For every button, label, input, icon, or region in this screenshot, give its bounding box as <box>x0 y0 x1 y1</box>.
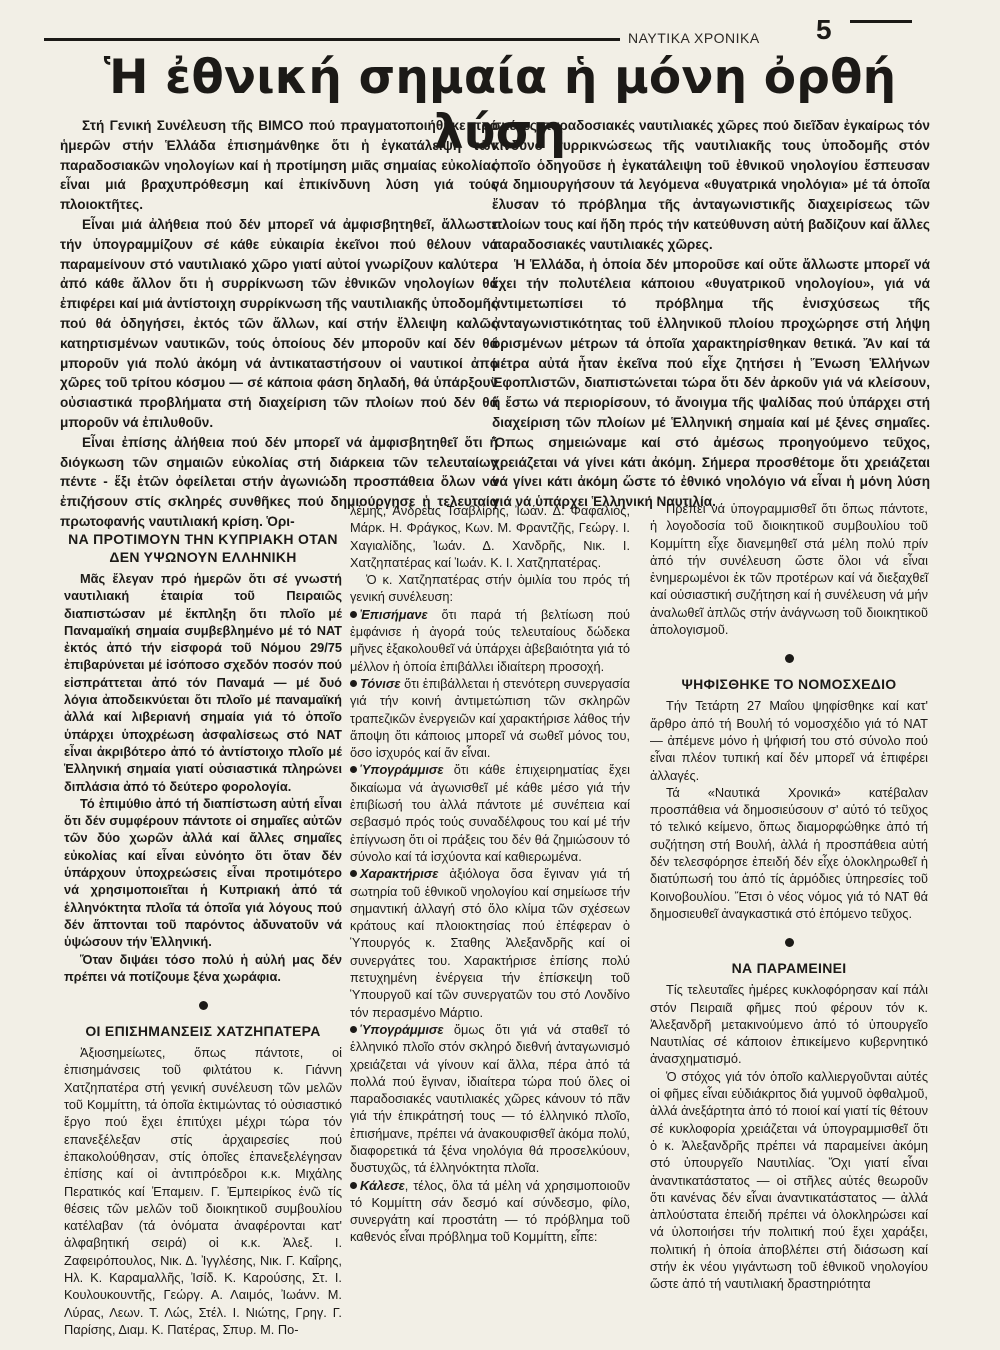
column-paragraph: Ὅταν διψάει τόσο πολύ ἡ αὐλή μας δέν πρέπει νά ποτίζουμε ξένα χωράφια. <box>64 951 342 984</box>
section-separator-dot <box>785 938 794 947</box>
column-paragraph: Τό ἐπιμύθιο ἀπό τή διαπίστωση αὐτή εἶναι ὅτι δέν συμφέρουν πάντοτε οἱ σημαῖες αὐτῶν τῶν δύο χωρῶν ἀλλά καί ἄλλες σημαῖες εὐκολίας καί εἶναι εὐνόητο ὅτι ὅταν δέν ὑπάρχουν ὑποχρεώσεις εἶναι προτιμότερο νά χρησιμοποιεῖται ἡ Κυπριακή ἀπό τά ἑλληνόκτητα πλοῖα τά ὁποῖα γιά λόγους πού δέν ἅπτονται τοῦ παρόντος ἀδυνατοῦν νά ὑψώσουν τήν Ἑλληνική. <box>64 795 342 950</box>
column-paragraph: Τήν Τετάρτη 27 Μαΐου ψηφίσθηκε καί κατ' ἄρθρο ἀπό τή Βουλή τό νομοσχέδιο γιά τό ΝΑΤ — ἀπέμενε μόνο ἡ ψήφισή του στό σύνολο πού εἶναι πλέον τυπική καί δέν μπορεῖ νά ἐπιφέρει ἀλλαγές. <box>650 698 928 783</box>
bullet-dot <box>350 680 357 687</box>
bullet-item <box>350 865 630 1021</box>
section-heading-cyprus-flag: ΝΑ ΠΡΟΤΙΜΟΥΝ ΤΗΝ ΚΥΠΡΙΑΚΗ ΟΤΑΝ ΔΕΝ ΥΨΩΝΟΥΝ ΕΛΛΗΝΙΚΗ <box>68 531 338 565</box>
section-heading-to-remain: ΝΑ ΠΑΡΑΜΕΙΝΕΙ <box>731 960 847 977</box>
bullet-label: Ὑπογράμμισε <box>360 1021 444 1037</box>
lead-column-right <box>492 116 930 512</box>
bullet-dot <box>350 870 357 877</box>
masthead-publication: ΝΑΥΤΙΚΑ ΧΡΟΝΙΚΑ <box>628 30 760 46</box>
column-paragraph: λέμης, Ἀνδρέας Τσαβλίρης, Ἰωάν. Δ. Φαφαλιός, Μάρκ. Η. Φράγκος, Κων. Μ. Φραντζῆς, Γεώργ. Ι. Χαγιαλίδης, Ἰωάν. Δ. Χανδρῆς, Νικ. Ι. Χατζηπατέρας καί Ἰωάν. Κ. Ι. Χατζηπατέρας. <box>350 503 630 570</box>
bullet-item <box>350 1177 630 1246</box>
masthead-rule-left <box>44 38 620 41</box>
lead-column-left <box>60 116 498 532</box>
bullet-item <box>350 606 630 675</box>
bullet-item <box>350 675 630 761</box>
column-paragraph: Ὁ στόχος γιά τόν ὁποῖο καλλιεργοῦνται αὐτές οἱ φῆμες εἶναι εὐδιάκριτος διά γυμνοῦ ὀφθαλμοῦ, ἀλλά ἀνεξάρτητα ἀπό τό ποιοί καί γιατί τίς θέτουν σέ κυκλοφορία χρειάζεται νά ὑπογραμμισθεῖ ὅτι ὁ κ. Ἀλεξανδρῆς πρέπει νά παραμείνει ἀκόμη στό ὑπουργεῖο Ναυτιλίας. Ὄχι γιατί εἶναι ἀναντικατάστατος — οἱ στῆλες αὐτές θεωροῦν ὅτι κανένας δέν εἶναι ἀναντικατάστατος — ἀλλά ἁπλούστατα ἐπειδή πρέπει νά ὁλοκληρώσει καί νά ὑλοποιήσει τήν πολιτική πού ἔχει χαράξει, πολιτική ἡ ὁποία ἀποβλέπει στή διάσωση καί στήν ἐκ νέου γιγάντωση τοῦ ἐθνικοῦ νηολογίου ὥστε ἀπό τή ναυτιλιακή δραστηριότητα <box>650 1068 928 1292</box>
column-paragraph: Τά «Ναυτικά Χρονικά» κατέβαλαν προσπάθεια νά δημοσιεύσουν σ' αὐτό τό τεῦχος τό τελικό κείμενο, ὅπως διαμορφώθηκε ἀπό τή συζήτηση στή Βουλή, ἀλλά ἡ προσπάθεια αὐτή δέν τελεσφόρησε ἐπειδή δέν εἶχε ὁλοκληρωθεῖ ἡ διατύπωσή του ἀπό τίς ἁρμόδιες ὑπηρεσίες τοῦ Κοινοβουλίου. Ἔτσι ὁ νέος νόμος γιά τό ΝΑΤ θά δημοσιευθεῖ ἀναγκαστικά στό ἑπόμενο τεῦχος. <box>650 784 928 921</box>
bullet-item <box>350 1021 630 1177</box>
lead-left-paragraph: Εἶναι μιά ἀλήθεια πού δέν μπορεῖ νά ἀμφισβητηθεῖ, ἄλλωστε τήν ὑπογραμμίζουν σέ κάθε εὐκαιρία ἐκεῖνοι πού θέλουν νά παραμείνουν στό ναυτιλιακό χῶρο γιατί αὐτοί γνωρίζουν καλύτερα ἀπό κάθε ἄλλον ὅτι ἡ συρρίκνωση τῶν ἐθνικῶν νηολογίων θά ἐπιφέρει καί μιά ἀντίστοιχη συρρίκνωση τῆς ναυτιλιακῆς ὑποδομῆς πού θά ὁδηγήσει, ἐκτός τῶν ἄλλων, καί στήν ἔλλειψη καλῶς κατηρτισμένων ναυτικῶν, τούς ὁποίους δέν μποροῦν καί δέν θά μποροῦν γιά πολύ ἀκόμη νά ἀντικαταστήσουν οἱ ναυτικοί ἀπό χῶρες τοῦ τρίτου κόσμου — σέ κάποια φάση δηλαδή, θά ὑπάρξουν οὐσιαστικά προβλήματα στή διαχείριση τῶν πλοίων πού δέν θά μποροῦν νά ἐπιλυθοῦν. <box>60 216 498 430</box>
bullet-dot <box>350 766 357 773</box>
bullet-text: , τέλος, ὅλα τά μέλη νά χρησιμοποιοῦν τό Κομμίττη σάν δεσμό καί σύνδεσμο, φίλο, συνεργάτη καί προστάτη — τό πρόβλημα τοῦ καθενός εἶναι πρόβλημα τοῦ Κομμίττη, εἶπε: <box>350 1177 630 1245</box>
bullet-text: ἀξιόλογα ὅσα ἔγιναν γιά τή σωτηρία τοῦ ἐθνικοῦ νηολογίου καί σημείωσε τήν σημαντική ἀλλαγή στό ὅλο κλίμα τῶν σχέσεων κράτους καί πλοιοκτησίας πού ἐπέφεραν ὁ Ὑπουργός κ. Σταθης Ἀλεξανδρῆς καί οἱ συνεργάτες του. Χαρακτήρισε ἐπίσης πολύ πετυχημένη ἐνέργεια τήν ἐπίσκεψη τοῦ Ὑπουργοῦ καί τῶν συνεργατῶν του στό Λονδίνο τόν περασμένο Μάρτιο. <box>350 866 630 1020</box>
bullet-text: ὅτι ἐπιβάλλεται ἡ στενότερη συνεργασία γιά τήν κοινή ἀντιμετώπιση τῶν σκληρῶν τραπεζικῶν ἐνεργειῶν καί χαρακτήρισε λάθος τήν ἄποψη ὅτι κάποιος μπορεῖ νά σωθεῖ μόνος του, ὅσο ἰσχυρός καί ἄν εἶναι. <box>350 675 630 761</box>
section-heading-hatzipateras: ΟΙ ΕΠΙΣΗΜΑΝΣΕΙΣ ΧΑΤΖΗΠΑΤΕΡΑ <box>85 1023 321 1040</box>
column-paragraph: Ἀξιοσημείωτες, ὅπως πάντοτε, οἱ ἐπισημάνσεις τοῦ φιλτάτου κ. Γιάννη Χατζηπατέρα στή γενική συνέλευση τῶν μελῶν τοῦ Κομμίττη, τά ὁποῖα ἐκτιμώντας τό οὐσιαστικό ἔργο πού ἔχει ἐπιτύχει μέχρι τώρα τόν επανεξέλεξαν στίς ἀρχαιρεσίες πού ἐπακολούθησαν, στίς ὁποῖες ἐπανεξελέγησαν ἐπίσης καί οἱ ἀντιπρόεδροι κ.κ. Μιχάλης Περατικός καί Ἐπαμειν. Γ. Ἐμπειρίκος ἐνῶ τίς θέσεις τῶν μελῶν τοῦ διοικητικοῦ συμβουλίου κατέλαβαν (τά ὀνόματα ἀναφέρονται κατ' ἀλφαβητική σειρά) οἱ κ.κ. Ἀλεξ. Ι. Ζαφειρόπουλος, Νικ. Δ. Ἰγγλέσης, Νικ. Γ. Καΐρης, Ηλ. Κ. Καραμαλλῆς, Ἰσίδ. Κ. Καρούσης, Στ. Ι. Κουλουκουντῆς, Γεώργ. Α. Λαιμός, Ἰωάνν. Μ. Λύρας, Λεων. Τ. Λώς, Στέλ. Ι. Νιώτης, Γρηγ. Γ. Παρίσης, Διαμ. Κ. Πατέρας, Σπυρ. Μ. Πο- <box>64 1045 342 1337</box>
bullet-dot <box>350 1182 357 1189</box>
column-paragraph: Πρέπει νά ὑπογραμμισθεῖ ὅτι ὅπως πάντοτε, ἡ λογοδοσία τοῦ διοικητικοῦ συμβουλίου τοῦ Κομμίττη εἶχε διανεμηθεῖ στά μέλη πολύ πρίν ἀπό τήν συνέλευση ὥστε ὅλοι νά εἶναι ἐνημερωμένοι ἐκ τῶν προτέρων καί νά διεξαχθεῖ καί οὐσιαστική συζήτηση καί ἡ συνέλευση νά μήν ἀναλωθεῖ ἁπλῶς στήν ἀνάγνωση τοῦ διοικητικοῦ ἀπολογισμοῦ. <box>650 501 928 638</box>
bullet-label: Ὑπογράμμισε <box>360 762 444 778</box>
masthead-rule-right <box>850 20 912 23</box>
bullet-label: Τόνισε <box>360 675 401 691</box>
bullet-text: ὅμως ὅτι γιά νά σταθεῖ τό ἑλληνικό πλοῖο στόν σκληρό διεθνή ἀνταγωνισμό χρειάζεται νά γίνουν καί ἄλλα, πέρα ἀπό τά πολλά πού ἔγιναν, ἰδιαίτερα τώρα πού ὅλες οἱ παραδοσιακές ναυτιλιακές χῶρες κάνουν τό πᾶν γιά τήν ἐπικράτησή τους — τό ἑλληνικό πλοῖο, ἐπισήμανε, πρέπει νά ἀνακουφισθεῖ ἀκόμα πολύ, διαφορετικά τά ξένα νηολόγια θά προσελκύουν, δυστυχῶς, τά ἑλληνόκτητα πλοῖα. <box>350 1021 630 1176</box>
bullet-text: ὅτι κάθε ἐπιχειρηματίας ἔχει δικαίωμα νά ἀγωνισθεῖ μέ κάθε μέσο γιά τήν ἐπιβίωσή του ἀλλά πάντοτε μέ συνέπεια καί σεβασμό πρός τούς συναδέλφους του καί μέ τήν ἐπίγνωση ὅτι οἱ πράξεις του δέν θά ζημιώσουν τό σύνολο καί τά ἰσχύοντα καί καθιερωμένα. <box>350 762 630 864</box>
bullet-label: Χαρακτήρισε <box>360 866 439 882</box>
column-paragraph: Τίς τελευταῖες ἡμέρες κυκλοφόρησαν καί πάλι στόν Πειραιᾶ φῆμες πού φέρουν τόν κ. Ἀλεξανδρῆ μετακινούμενο ἀπό τό ὑπουργεῖο Ναυτιλίας σέ κάποιον ἐπικείμενο κυβερνητικό ἀνασχηματισμό. <box>650 982 928 1067</box>
column-paragraph: Ὁ κ. Χατζηπατέρας στήν ὁμιλία του πρός τή γενική συνέλευση: <box>350 572 630 605</box>
article-column-2 <box>350 502 630 1246</box>
lead-right-paragraph: Ἡ Ἑλλάδα, ἡ ὁποία δέν μποροῦσε καί οὔτε ἄλλωστε μπορεῖ νά ἔχει τήν πολυτέλεια κάποιου «θυγατρικοῦ νηολογίου», γιά νά ἀντιμετωπίσει τό πρόβλημα τῆς ἐνισχύσεως τῆς ἀνταγωνιστικότητας τοῦ ἑλληνικοῦ πλοίου προχώρησε στή λήψη ὁρισμένων μέτρων τά ὁποῖα χαρακτηρίσθηκαν θετικά. Ἄν καί τά μέτρα αὐτά ἦταν ἐκεῖνα πού εἶχε ζητήσει ἡ Ἕνωση Ἑλλήνων Ἐφοπλιστῶν, διαπιστώνεται τώρα ὅτι δέν ἀρκοῦν γιά νά κλείσουν, ἤ ἔστω νά περιορίσουν, τό ἄνοιγμα τῆς ψαλίδας πού ὑπάρχει στή διαχείριση τῶν πλοίων μέ Ἑλληνική σημαία καί μέ ξένες σημαῖες. Ὅπως σημειώναμε καί στό ἀμέσως προηγούμενο τεῦχος, χρειάζεται νά γίνει κάτι ἀκόμη. Σήμερα προσθέτομε ὅτι χρειάζεται νά γίνει κάτι ἀκόμη ὥστε τό ἐθνικό νηολόγιο νά εἶναι ἡ μόνη λύση γιά νά ὑπάρχει Ἑλληνική Ναυτιλία. <box>492 256 930 510</box>
headline: Ἡ ἐθνική σημαία ἡ μόνη ὀρθή λύση <box>103 50 897 160</box>
lead-right-paragraph: σμένες παραδοσιακές ναυτιλιακές χῶρες πού διεῖδαν ἐγκαίρως τόν κίνδυνο συρρικνώσεως τῆς ναυτιλιακῆς τους ὑποδομῆς στόν ὁποῖο ὁδηγοῦσε ἡ ἐγκατάλειψη τοῦ ἐθνικοῦ νηολογίου ἔσπευσαν νά δημιουργήσουν τά λεγόμενα «θυγατρικά νηολόγια» μέ τά ὁποῖα ἔλυσαν τό πρόβλημα τῆς ἀνταγωνιστικῆς διαχειρίσεως τῶν πλοίων τους καί ἤδη πρός τήν κατεύθυνση αὐτή βαδίζουν καί ἄλλες παραδοσιακές ναυτιλιακές χῶρες. <box>492 118 930 252</box>
section-heading-bill-passed: ΨΗΦΙΣΘΗΚΕ ΤΟ ΝΟΜΟΣΧΕΔΙΟ <box>681 676 897 693</box>
article-column-3 <box>650 500 928 1293</box>
bullet-dot <box>350 611 357 618</box>
lead-left-paragraph: Στή Γενική Συνέλευση τῆς BIMCO πού πραγματοποιήθηκε πρό ἡμερῶν στήν Ἑλλάδα ἐπισημάνθηκε ὅτι ἡ ἐγκατάλειψη τῶν παραδοσιακῶν νηολογίων καί ἡ προτίμηση μιᾶς σημαίας εὐκολίας εἶναι μιά βραχυπρόθεσμη καί ἐπικίνδυνη λύση γιά τούς πλοιοκτῆτες. <box>60 118 498 213</box>
section-separator-dot <box>785 654 794 663</box>
bullet-text: ὅτι παρά τή βελτίωση πού ἐμφάνισε ἡ ἀγορά τούς τελευταίους δώδεκα μῆνες ἐξακολουθεῖ νά ὑπάρχει ἀβεβαιότητα γιά τό μέλλον ἡ ὁποία ἐπιβάλλει ἰδιαίτερη προσοχή. <box>350 606 630 674</box>
page-number: 5 <box>816 14 832 45</box>
bullet-label: Κάλεσε <box>360 1177 405 1193</box>
bullet-label: Ἐπισήμανε <box>360 606 428 622</box>
lead-left-paragraph: Εἶναι ἐπίσης ἀλήθεια πού δέν μπορεῖ νά ἀμφισβητηθεῖ ὅτι ἡ διόγκωση τῶν σημαιῶν εὐκολίας στή διάρκεια τῶν τελευταίων πέντε - ἕξι ἐτῶν ὀφείλεται στήν ἀγωνιώδη προσπάθεια ὅλων νά ἐπιζήσουν στίς σκληρές συνθῆκες πού δημιούργησε ἡ τελευταία πρωτοφανής ναυτιλιακή κρίση. Ὁρι- <box>60 434 498 529</box>
article-column-1 <box>64 524 342 1338</box>
column-paragraph: Μᾶς ἔλεγαν πρό ἡμερῶν ὅτι σέ γνωστή ναυτιλιακή ἑταιρία τοῦ Πειραιῶς διαπιστώσαν μέ ἔκπληξη ὅτι πλοῖο μέ Παναμαϊκή σημαία συμβεβλημένο μέ τό ΝΑΤ ἐκτός ἀπό τήν εἰσφορά τοῦ Νόμου 29/75 ἐπιβαρύνεται μέ ἰσόποσο σχεδόν ποσόν πού εἰσπράττεται ἀπό τόν Παναμά — μέ δυό λόγια ἀποδεικνύεται ὅτι πλοῖο μέ παναμαϊκή ἀλλά καί λιβεριανή σημαία γιά τό ὁποῖο ὑπάρχει ὑποχρέωση ἀσφαλίσεως στό ΝΑΤ εἶναι ἀκριβότερο ἀπό τό ἀντίστοιχο πλοῖο μέ Ἑλληνική σημαία γιατί οὐσιαστικά πληρώνει διπλάσια ἀπό τό δεύτερο φορολογία. <box>64 571 342 794</box>
bullet-item <box>350 761 630 865</box>
section-separator-dot <box>199 1001 208 1010</box>
bullet-dot <box>350 1026 357 1033</box>
